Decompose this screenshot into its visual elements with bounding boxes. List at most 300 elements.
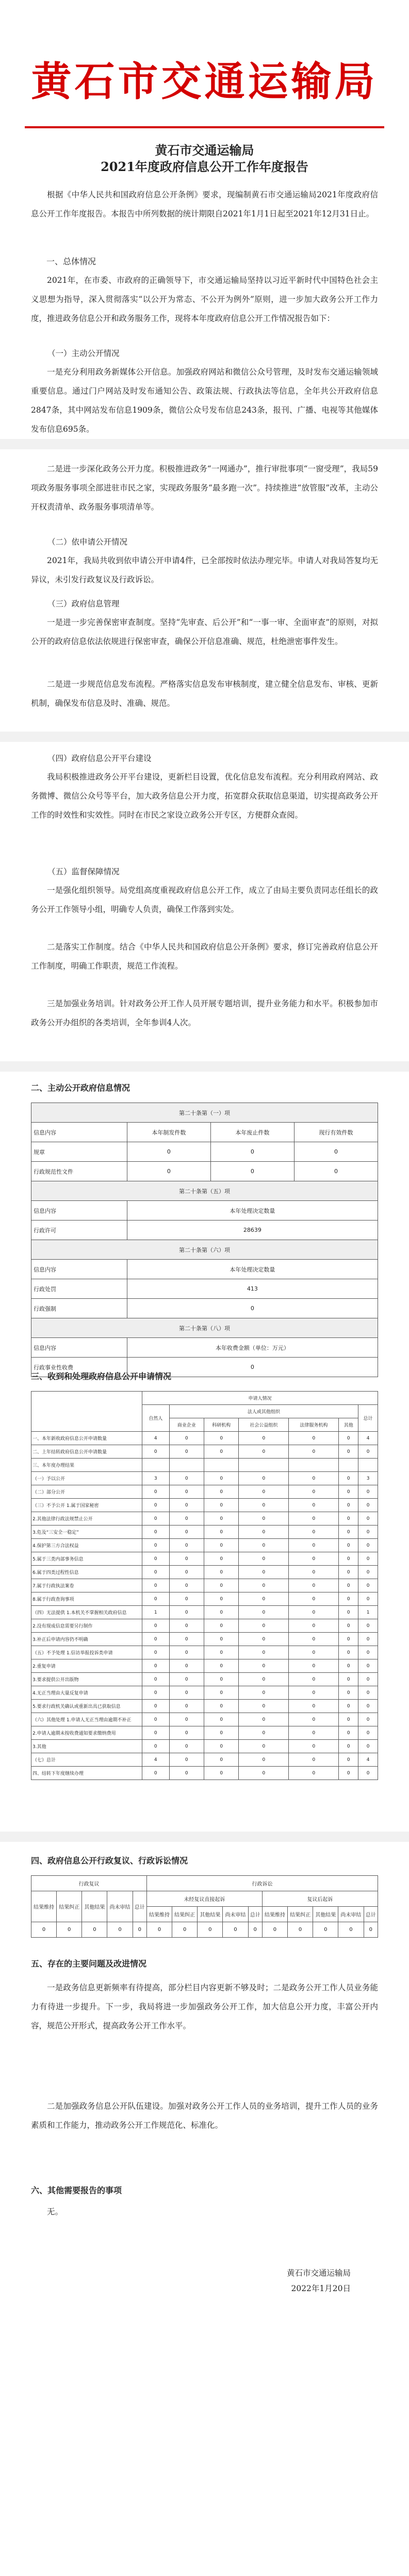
table-row	[31, 1485, 378, 1499]
table-cell: （七）总计	[31, 1753, 142, 1767]
table-cell: 0	[169, 1713, 204, 1726]
section-2-heading: 二、主动公开政府信息情况	[31, 1083, 130, 1093]
table-cell: 0	[31, 1922, 57, 1938]
table-cell: 0	[210, 1142, 294, 1162]
table-cell: 0	[289, 1526, 339, 1539]
table-cell: 0	[204, 1700, 238, 1713]
table-row	[31, 1539, 378, 1552]
table-cell: 8.属于行政查询事项	[31, 1592, 142, 1606]
section-6-heading: 六、其他需要报告的事项	[31, 2185, 122, 2195]
table-cell: 行政规范性文件	[31, 1162, 127, 1181]
table-header-cell: 行政诉讼	[146, 1876, 378, 1891]
table-cell: 0	[358, 1499, 378, 1512]
table-cell: 0	[289, 1713, 339, 1726]
review-litigation-table	[31, 1875, 378, 1938]
table-cell: 0	[142, 1445, 170, 1459]
table-cell: （一）予以公开	[31, 1472, 142, 1485]
table-cell: 0	[142, 1686, 170, 1700]
table-cell: 0	[289, 1740, 339, 1753]
table-cell: 0	[169, 1552, 204, 1566]
table-cell: 0	[169, 1579, 204, 1592]
table-cell: 0	[358, 1512, 378, 1526]
applications-table	[31, 1391, 378, 1780]
table-cell: 28639	[127, 1221, 378, 1240]
table-cell: 0	[169, 1472, 204, 1485]
table-row	[31, 1922, 378, 1938]
table-cell: 0	[169, 1646, 204, 1659]
table-cell: 3.危及“三安全一稳定”	[31, 1526, 142, 1539]
table-cell: 0	[289, 1499, 339, 1512]
table-row	[31, 1767, 378, 1780]
table-cell: 0	[239, 1526, 289, 1539]
table-cell: 0	[142, 1700, 170, 1713]
table-cell: （五）不予处理 1.信访举报投诉类申请	[31, 1646, 142, 1659]
table-cell: 0	[339, 1646, 358, 1659]
table-corner-cell	[31, 1392, 142, 1432]
table-row	[31, 1499, 378, 1512]
table-cell: 0	[239, 1539, 289, 1552]
table-cell: 0	[239, 1432, 289, 1445]
section-4-heading: 四、政府信息公开行政复议、行政诉讼情况	[31, 1856, 188, 1866]
table-cell: 0	[169, 1673, 204, 1686]
table-row	[31, 1606, 378, 1619]
table-row	[31, 1472, 378, 1485]
table-cell: 0	[204, 1512, 238, 1526]
table-cell: 0	[142, 1579, 170, 1592]
table-cell: 0	[142, 1713, 170, 1726]
table-cell: 0	[289, 1659, 339, 1673]
table-cell: 0	[142, 1767, 170, 1780]
table-cell: 0	[204, 1485, 238, 1499]
section-1-1-paragraph: 一是充分利用政务新媒体公开信息。加强政府网站和微信公众号管理，及时发布交通运输领域重要信息。通过门户网站及时发布通知公告、政策法规、行政执法等信息，全年共公开政府信息2847条，其中网站发布信息1909条，微信公众号发布信息243条，报刊、广播、电视等其他媒体发布信息695条。	[31, 367, 378, 434]
table-cell: 0	[339, 1659, 358, 1673]
table-cell: 0	[358, 1726, 378, 1740]
table-cell: 0	[142, 1740, 170, 1753]
table-header-cell: 信息内容	[31, 1123, 127, 1142]
table-cell: 0	[204, 1552, 238, 1566]
table-cell: 0	[239, 1566, 289, 1579]
table-cell: 0	[339, 1512, 358, 1526]
table-cell: 0	[142, 1539, 170, 1552]
table-cell: 0	[239, 1445, 289, 1459]
table-cell: 0	[339, 1499, 358, 1512]
table-cell: 0	[248, 1922, 262, 1938]
table-cell: 0	[142, 1499, 170, 1512]
table-cell: 0	[339, 1753, 358, 1767]
page-break	[0, 439, 409, 449]
table-cell: 0	[339, 1700, 358, 1713]
table-cell: 0	[204, 1633, 238, 1646]
table-cell: 0	[358, 1552, 378, 1566]
table-cell: 1	[142, 1606, 170, 1619]
table-cell: 0	[339, 1713, 358, 1726]
table-cell: 0	[289, 1566, 339, 1579]
table-cell: 0	[289, 1539, 339, 1552]
section-6-paragraph: 无。	[47, 2207, 63, 2216]
table-cell	[339, 1459, 358, 1472]
intro-paragraph: 根据《中华人民共和国政府信息公开条例》要求，现编制黄石市交通运输局2021年度政府信息公开工作年度报告。本报告中所列数据的统计期限自2021年1月1日起至2021年12月31日止。	[31, 190, 378, 218]
table-cell: 0	[169, 1740, 204, 1753]
table-cell: 0	[169, 1539, 204, 1552]
table-cell: 0	[339, 1579, 358, 1592]
table-cell: 0	[239, 1700, 289, 1713]
section-1-5-heading: （五）监督保障情况	[47, 867, 120, 876]
table-cell: 0	[169, 1659, 204, 1673]
table-cell: 0	[358, 1633, 378, 1646]
table-row	[31, 1592, 378, 1606]
table-cell: 1	[358, 1606, 378, 1619]
table-header-cell: 现行有效件数	[294, 1123, 378, 1142]
table-header-cell: 行政复议	[31, 1876, 147, 1891]
table-header-cell: 本年收费金额（单位：万元）	[127, 1338, 378, 1358]
table-cell: 行政许可	[31, 1221, 127, 1240]
table-cell: 0	[358, 1526, 378, 1539]
table-header-cell: 尚未审结	[338, 1907, 364, 1922]
table-header-cell: 未经复议直接起诉	[146, 1891, 262, 1907]
table-cell: 0	[339, 1592, 358, 1606]
table-cell: 3.要求提供公开出版物	[31, 1673, 142, 1686]
table-cell: 0	[289, 1633, 339, 1646]
table-cell: 0	[239, 1659, 289, 1673]
table-cell: 0	[239, 1606, 289, 1619]
page-break	[0, 1832, 409, 1842]
table-cell: 0	[204, 1646, 238, 1659]
table-cell	[239, 1459, 289, 1472]
table-cell: （三）不予公开 1.属于国家秘密	[31, 1499, 142, 1512]
table-cell: 0	[339, 1740, 358, 1753]
table-cell: 0	[172, 1922, 198, 1938]
table2-block2-header: 第二十条第（五）项	[31, 1181, 378, 1201]
table-row	[31, 1619, 378, 1633]
table-cell: 0	[169, 1726, 204, 1740]
table-row	[31, 1740, 378, 1753]
table-cell: 0	[339, 1526, 358, 1539]
table-cell: 0	[289, 1472, 339, 1485]
table-cell: 4	[358, 1432, 378, 1445]
table-cell: 0	[239, 1619, 289, 1633]
table-cell: 0	[169, 1432, 204, 1445]
table-header-cell: 信息内容	[31, 1338, 127, 1358]
table-header-cell: 复议后起诉	[262, 1891, 378, 1907]
table-cell: 0	[358, 1673, 378, 1686]
section-1-3-paragraph: 一是进一步完善保密审查制度。坚持“先审查、后公开”和“一事一审、全面审查”的原则，对拟公开的政府信息依法依规进行保密审查，确保公开信息准确、规范，杜绝泄密事件发生。	[31, 618, 378, 646]
table-header-cell: 本年处理决定数量	[127, 1201, 378, 1221]
table-cell: 0	[204, 1713, 238, 1726]
table-row	[31, 1713, 378, 1726]
table-row	[31, 1552, 378, 1566]
table-cell: 0	[289, 1552, 339, 1566]
table-cell: 三、本年度办理结果	[31, 1459, 142, 1472]
table-header-cell: 其他结果	[198, 1907, 223, 1922]
table-cell: 0	[169, 1753, 204, 1767]
table-cell: 0	[358, 1659, 378, 1673]
table-cell: 0	[142, 1566, 170, 1579]
table-row	[31, 1726, 378, 1740]
table-cell: 0	[142, 1552, 170, 1566]
table-cell: 0	[289, 1432, 339, 1445]
table-header-cell: 其他结果	[82, 1891, 107, 1922]
table-header-cell: 本年废止件数	[210, 1123, 294, 1142]
table-cell: 0	[289, 1646, 339, 1659]
table-cell: 0	[133, 1922, 146, 1938]
table-cell: 0	[142, 1526, 170, 1539]
table-cell: 4.无正当理由大量反复申请	[31, 1686, 142, 1700]
table2-block1-header: 第二十条第（一）项	[31, 1103, 378, 1123]
table-cell: 0	[289, 1592, 339, 1606]
table-header-cell: 信息内容	[31, 1201, 127, 1221]
table-cell: 0	[289, 1606, 339, 1619]
table-cell	[169, 1459, 204, 1472]
table-cell: 0	[210, 1162, 294, 1181]
table-cell: 0	[358, 1485, 378, 1499]
table-header-cell: 科研机构	[204, 1418, 238, 1432]
table-cell: 0	[169, 1499, 204, 1512]
section-1-5-paragraph-3: 三是加强业务培训。针对政务公开工作人员开展专题培训，提升业务能力和水平。积极参加市政务公开办组织的各类培训，全年参训4人次。	[31, 999, 378, 1027]
table-header-cell: 本年制发件数	[127, 1123, 210, 1142]
table-cell: 4	[358, 1753, 378, 1767]
table-cell: （二）部分公开	[31, 1485, 142, 1499]
section-1-2-paragraph: 2021年，我局共收到依申请公开申请4件，已全部按时依法办理完毕。申请人对我局答复均无异议，未引发行政复议及行政诉讼。	[31, 556, 378, 584]
table-cell: 0	[107, 1922, 133, 1938]
table-cell: 0	[204, 1472, 238, 1485]
table-cell: 0	[339, 1606, 358, 1619]
table-cell: 0	[289, 1485, 339, 1499]
table-cell: 0	[169, 1485, 204, 1499]
table-cell: 3.其他	[31, 1740, 142, 1753]
table-header-cell: 总计	[133, 1891, 146, 1922]
table-cell: 0	[127, 1162, 210, 1181]
table-cell: 0	[169, 1512, 204, 1526]
table-cell: 0	[339, 1673, 358, 1686]
table-row	[31, 1673, 378, 1686]
table-cell: 0	[169, 1619, 204, 1633]
table-cell: 0	[204, 1619, 238, 1633]
table-cell: 0	[239, 1673, 289, 1686]
table-header-cell: 法律服务机构	[289, 1418, 339, 1432]
table-cell: 5.要求行政机关确认或重新出具已获取信息	[31, 1700, 142, 1713]
table-cell: 四、结转下年度继续办理	[31, 1767, 142, 1780]
table-cell: 0	[204, 1579, 238, 1592]
table-cell: 0	[204, 1445, 238, 1459]
table-cell: 0	[289, 1445, 339, 1459]
table-cell: 行政强制	[31, 1299, 127, 1318]
table-row	[31, 1526, 378, 1539]
table-cell: 0	[239, 1592, 289, 1606]
table-cell: 0	[142, 1619, 170, 1633]
table-cell: 0	[358, 1539, 378, 1552]
table-cell: 0	[239, 1552, 289, 1566]
doc-title-line2: 2021年度政府信息公开工作年度报告	[101, 159, 308, 174]
table-cell: 0	[204, 1526, 238, 1539]
section-3-heading: 三、收到和处理政府信息公开申请情况	[31, 1371, 172, 1381]
table-cell: 行政事业性收费	[31, 1358, 127, 1377]
table-cell: 0	[339, 1432, 358, 1445]
table-cell: 3	[142, 1472, 170, 1485]
table-cell: 2.没有现成信息需要另行制作	[31, 1619, 142, 1633]
table-cell: 0	[288, 1922, 313, 1938]
table-header-cell: 尚未审结	[107, 1891, 133, 1922]
table-cell: 0	[338, 1922, 364, 1938]
table-cell: 0	[239, 1579, 289, 1592]
table-cell: 413	[127, 1279, 378, 1299]
section-1-5-paragraph-2: 二是落实工作制度。结合《中华人民共和国政府信息公开条例》要求，修订完善政府信息公开工作制度，明确工作职责，规范工作流程。	[31, 942, 378, 971]
table-cell: 0	[289, 1512, 339, 1526]
section-1-heading: 一、总体情况	[46, 257, 96, 266]
table-header-cell: 法人或其他组织	[169, 1405, 358, 1418]
table-cell: 0	[289, 1579, 339, 1592]
table-cell: 0	[204, 1726, 238, 1740]
table-header-cell: 总计	[248, 1907, 262, 1922]
table-cell: 0	[204, 1499, 238, 1512]
table-cell: 0	[142, 1592, 170, 1606]
table-cell: 0	[239, 1512, 289, 1526]
table-row	[31, 1459, 378, 1472]
table-cell: 0	[146, 1922, 172, 1938]
table-cell: 0	[198, 1922, 223, 1938]
table-cell: 0	[339, 1619, 358, 1633]
table-cell: 0	[358, 1445, 378, 1459]
table-row	[31, 1432, 378, 1445]
table-cell: 0	[339, 1472, 358, 1485]
table-header-cell: 结果纠正	[172, 1907, 198, 1922]
table-header-cell: 尚未审结	[223, 1907, 248, 1922]
section-1-paragraph: 2021年，在市委、市政府的正确领导下，市交通运输局坚持以习近平新时代中国特色社会主义思想为指导，深入贯彻落实“以公开为常态、不公开为例外”原则，进一步加大政务公开工作力度，推进政务信息公开和政务服务工作，现将本年度政府信息公开工作情况报告如下：	[31, 276, 378, 323]
table-cell: 0	[358, 1740, 378, 1753]
section-5-heading: 五、存在的主要问题及改进情况	[31, 1959, 147, 1969]
section-5-paragraph: 一是政务信息更新频率有待提高，部分栏目内容更新不够及时；二是政务公开工作人员业务能力有待进一步提升。下一步，我局将进一步加强政务公开工作，加大信息公开力度，丰富公开内容，规范公开形式，提高政务公开工作水平。	[31, 1983, 378, 2030]
table-cell: 0	[239, 1726, 289, 1740]
section-1-1-paragraph-2: 二是进一步深化政务公开力度。积极推进政务“一网通办”，推行审批事项“一窗受理”，我局59项政务服务事项全部进驻市民之家，实现政务服务“最多跑一次”。持续推进“放管服”改革，主动公开权责清单、政务服务事项清单等。	[31, 464, 378, 512]
table-cell: 二、上年结转政府信息公开申请数量	[31, 1445, 142, 1459]
section-1-4-paragraph: 我局积极推进政务公开平台建设，更新栏目设置，优化信息发布流程。充分利用政府网站、政务微博、微信公众号等平台，加大政务信息公开力度，拓宽群众获取信息渠道，切实提高政务公开工作的时效性和实效性。同时在市民之家设立政务公开专区，方便群众查阅。	[31, 772, 378, 820]
table-cell: 0	[339, 1767, 358, 1780]
table-cell: 0	[358, 1566, 378, 1579]
table-cell: 0	[204, 1539, 238, 1552]
table-cell: 4	[142, 1753, 170, 1767]
section-1-3-heading: （三）政府信息管理	[47, 599, 120, 608]
table-cell: 0	[289, 1753, 339, 1767]
table-row	[31, 1686, 378, 1700]
table-row	[31, 1579, 378, 1592]
table-cell: （四）无法提供 1.本机关不掌握相关政府信息	[31, 1606, 142, 1619]
table-cell: 0	[294, 1142, 378, 1162]
table-cell: 0	[204, 1432, 238, 1445]
table-cell: 0	[289, 1619, 339, 1633]
table-cell: 0	[262, 1922, 287, 1938]
table-cell: 0	[169, 1700, 204, 1713]
table-cell: 0	[239, 1713, 289, 1726]
table-cell: 0	[127, 1299, 378, 1318]
table-header-cell: 商业企业	[169, 1418, 204, 1432]
table-header-cell: 结果纠正	[57, 1891, 82, 1922]
table-cell: 0	[339, 1726, 358, 1740]
table-row	[31, 1659, 378, 1673]
table-cell: 0	[169, 1592, 204, 1606]
table-cell: 0	[204, 1606, 238, 1619]
table-row	[31, 1700, 378, 1713]
table-cell: 3.补正后申请内容仍不明确	[31, 1633, 142, 1646]
table-cell: 0	[239, 1686, 289, 1700]
table-cell: 0	[142, 1646, 170, 1659]
doc-title-line1: 黄石市交通运输局	[155, 143, 254, 158]
table-cell: 0	[289, 1673, 339, 1686]
table-cell: 0	[57, 1922, 82, 1938]
proactive-disclosure-table	[31, 1103, 378, 1377]
table-cell: 0	[204, 1767, 238, 1780]
table-cell: 0	[127, 1358, 378, 1377]
table-header-cell: 结果纠正	[288, 1907, 313, 1922]
table-cell: 0	[294, 1162, 378, 1181]
table-cell: 0	[169, 1633, 204, 1646]
table-cell: 0	[142, 1485, 170, 1499]
table-cell: 0	[358, 1646, 378, 1659]
table-cell: 0	[169, 1606, 204, 1619]
table-cell: 0	[358, 1700, 378, 1713]
table-cell: 7.属于行政执法案卷	[31, 1579, 142, 1592]
table-header-cell: 结果维持	[262, 1907, 287, 1922]
section-5-paragraph-2: 二是加强政务信息公开队伍建设。加强对政务公开工作人员的业务培训，提升工作人员的业务素质和工作能力，推动政务公开工作规范化、标准化。	[31, 2102, 378, 2130]
table-cell: 0	[239, 1499, 289, 1512]
table-cell: 6.属于四类过程性信息	[31, 1566, 142, 1579]
table-header-cell: 总计	[358, 1405, 378, 1432]
table-header-cell: 本年处理决定数量	[127, 1260, 378, 1279]
signature-date: 2022年1月20日	[291, 2284, 351, 2293]
table-cell: 0	[339, 1485, 358, 1499]
section-1-4-heading: （四）政府信息公开平台建设	[47, 754, 152, 763]
table-cell	[289, 1459, 339, 1472]
table-cell: 0	[204, 1592, 238, 1606]
table-cell	[204, 1459, 238, 1472]
signature-org: 黄石市交通运输局	[286, 2268, 351, 2278]
table-cell: 0	[239, 1753, 289, 1767]
table-cell: 0	[358, 1767, 378, 1780]
table-header-cell: 结果维持	[146, 1907, 172, 1922]
table-cell: 0	[358, 1579, 378, 1592]
table-cell: 0	[204, 1753, 238, 1767]
section-1-3-paragraph-2: 二是进一步规范信息发布流程。严格落实信息发布审核制度，建立健全信息发布、审核、更新机制，确保发布信息及时、准确、规范。	[31, 680, 378, 708]
table-header-cell: 其他结果	[313, 1907, 338, 1922]
table-cell: 0	[358, 1686, 378, 1700]
table-cell: 0	[127, 1142, 210, 1162]
table-row	[31, 1753, 378, 1767]
table-cell: 0	[289, 1726, 339, 1740]
table-row	[31, 1566, 378, 1579]
table-cell: 0	[204, 1659, 238, 1673]
page-break	[0, 732, 409, 742]
table-cell: 0	[142, 1673, 170, 1686]
table-row	[31, 1445, 378, 1459]
table-cell: 0	[239, 1740, 289, 1753]
table-header-cell: 社会公益组织	[239, 1418, 289, 1432]
table-header-cell: 申请人情况	[142, 1392, 378, 1405]
red-divider	[25, 126, 384, 128]
table-cell: 4.保护第三方合法权益	[31, 1539, 142, 1552]
table-header-cell: 结果维持	[31, 1891, 57, 1922]
table-cell: 0	[339, 1566, 358, 1579]
table2-block3-header: 第二十条第（六）项	[31, 1240, 378, 1260]
table-cell: 0	[339, 1445, 358, 1459]
table-cell: 0	[142, 1512, 170, 1526]
table-cell: 0	[313, 1922, 338, 1938]
table-cell: 0	[239, 1767, 289, 1780]
table-cell: 3	[358, 1472, 378, 1485]
table-cell: 0	[223, 1922, 248, 1938]
table-cell: 0	[339, 1552, 358, 1566]
table-cell: 0	[204, 1566, 238, 1579]
table-cell: 0	[169, 1686, 204, 1700]
table-cell: 0	[289, 1700, 339, 1713]
table-cell: 0	[142, 1633, 170, 1646]
